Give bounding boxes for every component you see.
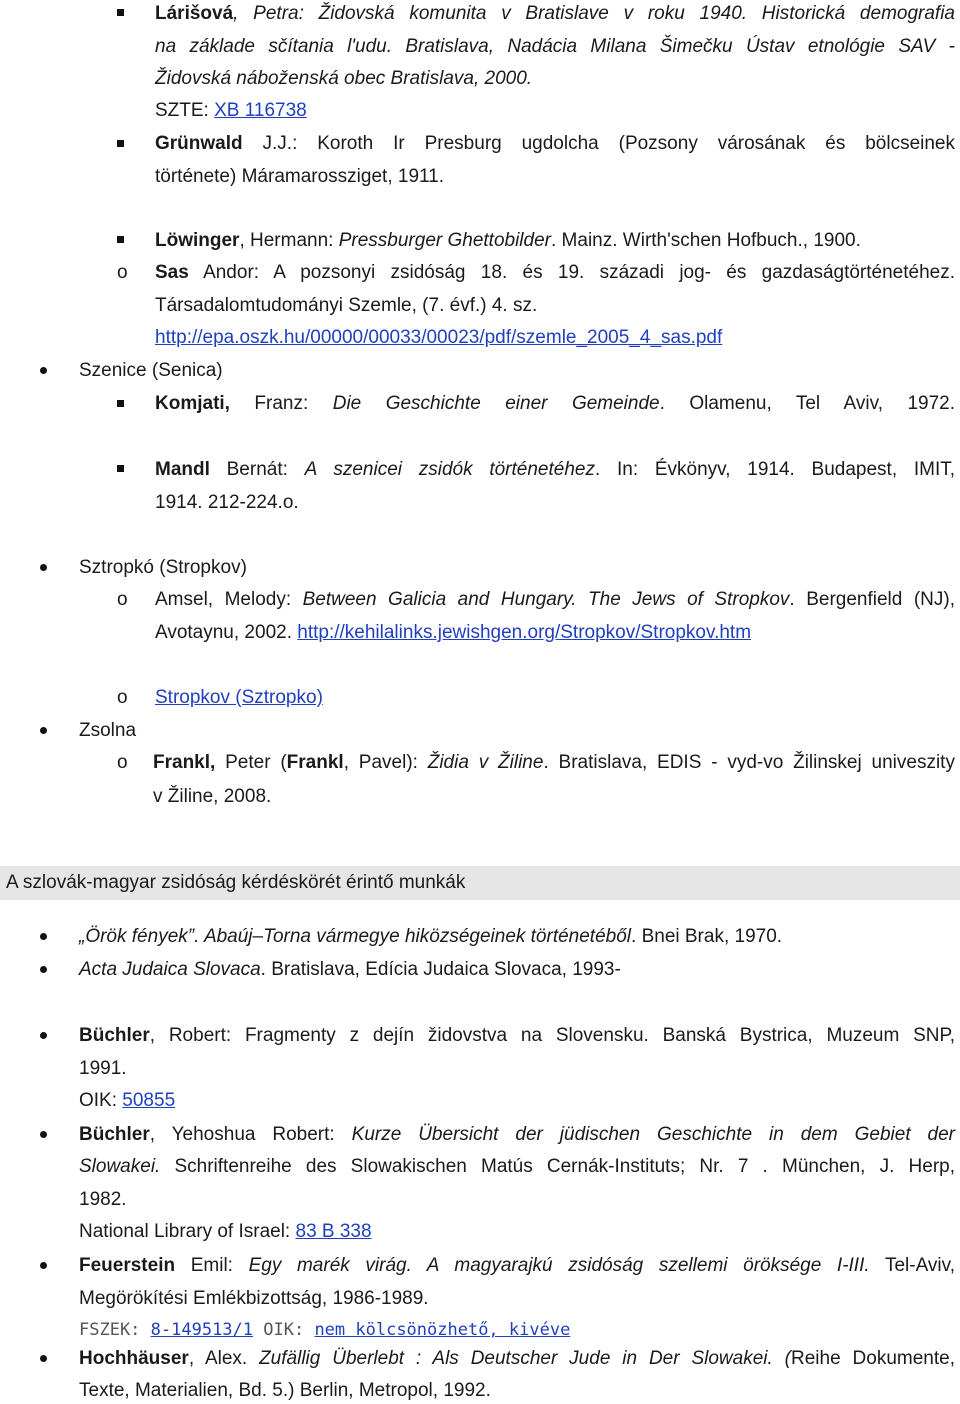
entry-buchler2-line3 xyxy=(79,1188,127,1212)
entry-larisova-line3 xyxy=(155,67,532,91)
circle-bullet-icon: o xyxy=(117,752,128,773)
entry-text: , Alex. xyxy=(188,1348,260,1369)
author: Büchler xyxy=(79,1124,150,1145)
entry-buchler2-line2 xyxy=(79,1155,955,1179)
entry-text: . Olamenu, Tel Aviv, 1972. xyxy=(659,393,955,414)
entry-lowinger xyxy=(155,229,861,253)
entry-title: Kurze Übersicht der jüdischen Geschichte in dem Gebiet der xyxy=(351,1124,955,1145)
square-bullet-icon xyxy=(117,400,124,407)
place-label: Sztropkó (Stropkov) xyxy=(79,557,247,578)
entry-title: Pressburger Ghettobilder xyxy=(338,230,551,251)
entry-buchler1-line1 xyxy=(79,1024,955,1048)
szte-link[interactable]: XB 116738 xyxy=(214,100,307,121)
entry-text: , Pavel): xyxy=(343,752,428,773)
entry-text: , Petra: Židovská komunita v Bratislave v roku 1940. Historická demografia xyxy=(233,3,955,24)
oik-link[interactable]: 50855 xyxy=(122,1090,176,1111)
entry-larisova-line1 xyxy=(155,2,955,26)
circle-bullet-icon: o xyxy=(117,589,128,610)
entry-title: Slowakei. xyxy=(79,1156,161,1177)
author: Feuerstein xyxy=(79,1255,176,1276)
entry-title: Between Galicia and Hungary. The Jews of Stropkov xyxy=(302,589,790,610)
entry-text: 1982. xyxy=(79,1189,127,1210)
entry-text: . Bergenfield (NJ), xyxy=(789,589,955,610)
author: Sas xyxy=(155,262,189,283)
entry-title: A szenicei zsidók történetéhez xyxy=(304,459,595,480)
entry-text: v Žiline, 2008. xyxy=(153,786,272,807)
sas-pdf-link[interactable]: http://epa.oszk.hu/00000/00033/00023/pdf/szemle_2005_4_sas.pdf xyxy=(155,327,723,348)
place-szenice xyxy=(79,359,223,383)
square-bullet-icon xyxy=(117,9,124,16)
fszek-label: FSZEK: xyxy=(79,1320,151,1340)
entry-stropkov-link xyxy=(155,686,323,710)
entry-text: Reihe Dokumente, xyxy=(791,1348,955,1369)
entry-text: J.J.: Koroth Ir Presburg ugdolcha (Pozsony városának és bölcseinek xyxy=(242,133,955,154)
entry-text: . In: Évkönyv, 1914. Budapest, IMIT, xyxy=(594,459,955,480)
entry-frankl-line2 xyxy=(153,785,271,809)
entry-text: Emil: xyxy=(175,1255,249,1276)
circle-bullet-icon: o xyxy=(117,262,128,283)
entry-text: Megörökítési Emlékbizottság, 1986-1989. xyxy=(79,1288,429,1309)
author: Frankl, xyxy=(153,752,216,773)
entry-text: Židovská náboženská obec Bratislava, 2000. xyxy=(155,68,533,89)
round-bullet-icon xyxy=(40,966,47,973)
place-zsolna xyxy=(79,719,136,743)
square-bullet-icon xyxy=(117,236,124,243)
entry-text: , Hermann: xyxy=(239,230,339,251)
entry-text: Bernát: xyxy=(209,459,305,480)
entry-title: Die Geschichte einer Gemeinde xyxy=(332,393,660,414)
entry-text: Amsel, Melody: xyxy=(155,589,303,610)
entry-mandl-line1 xyxy=(155,458,955,482)
entry-text: . Bratislava, EDIS - vyd-vo Žilinskej univeszity xyxy=(543,752,955,773)
circle-bullet-icon: o xyxy=(117,687,128,708)
entry-title: Zufällig Überlebt : Als Deutscher Jude in Der Slowakei. ( xyxy=(259,1348,792,1369)
nli-link[interactable]: 83 B 338 xyxy=(295,1221,372,1242)
entry-title: Acta Judaica Slovaca xyxy=(79,959,261,980)
entry-feuerstein-line1 xyxy=(79,1254,955,1278)
round-bullet-icon xyxy=(40,564,47,571)
place-label: Zsolna xyxy=(79,720,137,741)
oik-label: OIK: xyxy=(253,1320,315,1340)
entry-text: Texte, Materialien, Bd. 5.) Berlin, Metropol, 1992. xyxy=(79,1380,491,1401)
round-bullet-icon xyxy=(40,727,47,734)
entry-text: . Bratislava, Edícia Judaica Slovaca, 1993- xyxy=(260,959,621,980)
entry-text: Avotaynu, 2002. xyxy=(155,622,298,643)
entry-text: 1991. xyxy=(79,1058,127,1079)
square-bullet-icon xyxy=(117,465,124,472)
entry-buchler1-oik xyxy=(79,1089,175,1113)
section-heading: A szlovák-magyar zsidóság kérdéskörét érintő munkák xyxy=(6,872,466,893)
entry-sas-link-line xyxy=(155,326,722,350)
entry-grunwald-line1 xyxy=(155,132,955,156)
entry-sas-line2 xyxy=(155,294,537,318)
entry-text: Tel-Aviv, xyxy=(869,1255,955,1276)
entry-mandl-line2 xyxy=(155,491,299,515)
stropkov-link[interactable]: Stropkov (Sztropko) xyxy=(155,687,323,708)
entry-text: . Mainz. Wirth'schen Hofbuch., 1900. xyxy=(551,230,861,251)
entry-text: , Robert: Fragmenty z dejín židovstva na Slovensku. Banská Bystrica, Muzeum SNP, xyxy=(149,1025,955,1046)
entry-text: Peter ( xyxy=(215,752,287,773)
szte-label: SZTE: xyxy=(155,100,215,121)
entry-text: . Bnei Brak, 1970. xyxy=(631,926,783,947)
entry-buchler2-nli xyxy=(79,1220,372,1244)
round-bullet-icon xyxy=(40,1262,47,1269)
author: Komjati, xyxy=(155,393,230,414)
round-bullet-icon xyxy=(40,1032,47,1039)
round-bullet-icon xyxy=(40,1131,47,1138)
nli-label: National Library of Israel: xyxy=(79,1221,296,1242)
entry-buchler1-line2 xyxy=(79,1057,127,1081)
square-bullet-icon xyxy=(117,140,124,147)
entry-buchler2-line1 xyxy=(79,1123,955,1147)
entry-amsel-line1 xyxy=(155,588,955,612)
entry-hochhauser-line1 xyxy=(79,1347,955,1371)
entry-sas-line1 xyxy=(155,261,955,285)
entry-text: Schriftenreihe des Slowakischen Matús Cernák-Instituts; Nr. 7 . München, J. Herp, xyxy=(160,1156,955,1177)
entry-amsel-line2 xyxy=(155,621,751,645)
entry-title: Židia v Žiline xyxy=(427,752,544,773)
entry-text: Andor: A pozsonyi zsidóság 18. és 19. századi jog- és gazdaságtörténetéhez. xyxy=(188,262,955,283)
author: Hochhäuser xyxy=(79,1348,189,1369)
entry-feuerstein-holdings xyxy=(79,1318,570,1342)
entry-title: „Örök fények”. Abaúj–Torna vármegye hiközségeinek történetéből xyxy=(79,926,632,947)
oik-label: OIK: xyxy=(79,1090,123,1111)
entry-frankl-line1 xyxy=(153,751,955,775)
round-bullet-icon xyxy=(40,933,47,940)
entry-feuerstein-line2 xyxy=(79,1287,429,1311)
entry-larisova-szte xyxy=(155,99,307,123)
fszek-link[interactable]: 8-149513/1 xyxy=(150,1320,254,1340)
entry-komjati xyxy=(155,392,955,416)
place-label: Szenice (Senica) xyxy=(79,360,223,381)
entry-title: Egy marék virág. A magyarajkú zsidóság szellemi öröksége I-III. xyxy=(248,1255,870,1276)
kehilalinks-link[interactable]: http://kehilalinks.jewishgen.org/Stropkov/Stropkov.htm xyxy=(297,622,752,643)
entry-text: 1914. 212-224.o. xyxy=(155,492,299,513)
author: Frankl xyxy=(286,752,344,773)
author: Grünwald xyxy=(155,133,243,154)
entry-text: na základe sčítania l'udu. Bratislava, Nadácia Milana Šimečku Ústav etnológie SAV - xyxy=(155,36,955,57)
entry-text: , Yehoshua Robert: xyxy=(149,1124,352,1145)
entry-text: története) Máramarossziget, 1911. xyxy=(155,166,445,187)
author: Lárišová xyxy=(155,3,234,24)
oik-link[interactable]: nem kölcsönözhető, kivéve xyxy=(314,1320,571,1340)
place-sztropko xyxy=(79,556,247,580)
entry-hochhauser-line2 xyxy=(79,1379,491,1403)
entry-text: Franz: xyxy=(229,393,333,414)
author: Mandl xyxy=(155,459,210,480)
author: Löwinger xyxy=(155,230,240,251)
entry-acta xyxy=(79,958,621,982)
round-bullet-icon xyxy=(40,1355,47,1362)
entry-text: Társadalomtudományi Szemle, (7. évf.) 4. sz. xyxy=(155,295,538,316)
entry-orok xyxy=(79,925,782,949)
author: Büchler xyxy=(79,1025,150,1046)
round-bullet-icon xyxy=(40,367,47,374)
entry-larisova-line2 xyxy=(155,35,955,59)
entry-grunwald-line2 xyxy=(155,165,444,189)
